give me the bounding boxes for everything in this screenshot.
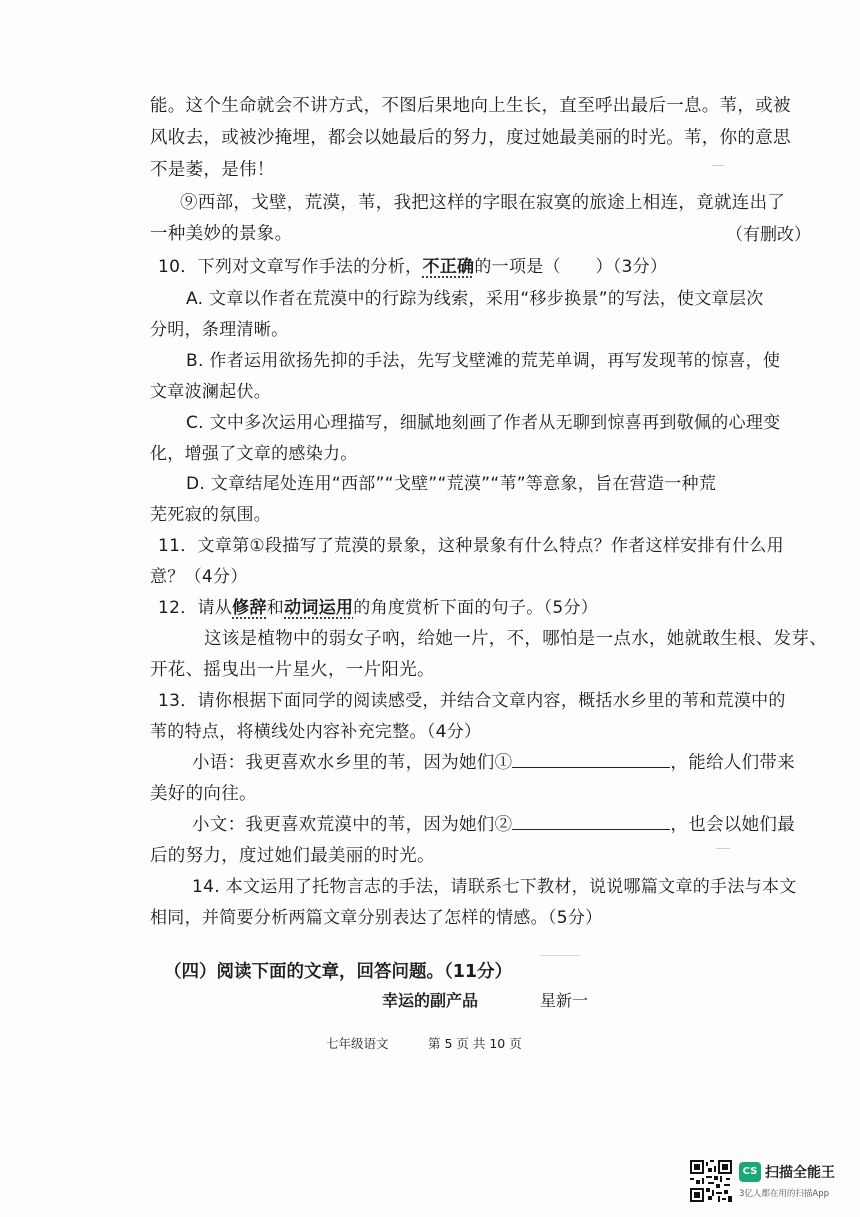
q10-option-b: B. 作者运用欲扬先抑的手法，先写戈壁滩的荒芜单调，再写发现苇的惊喜，使 <box>186 351 781 371</box>
passage-line: 风收去，或被沙掩埋，都会以她最后的努力，度过她最美丽的时光。苇，你的意思 <box>150 128 791 148</box>
scanner-watermark <box>690 1158 850 1208</box>
q10-option-d-cont: 芜死寂的氛围。 <box>150 505 272 525</box>
section-4-heading: （四）阅读下面的文章，回答问题。（11分） <box>164 962 513 982</box>
q13-xiaowen-cont: 后的努力，度过她们最美丽的时光。 <box>150 846 435 866</box>
q12-emphasis-rhetoric: 修辞 <box>232 598 267 618</box>
question-10-stem <box>158 252 667 277</box>
q13-xiaoyu-cont: 美好的向往。 <box>150 784 257 804</box>
question-12 <box>158 593 598 618</box>
scan-speck <box>716 848 730 849</box>
question-13: 13．请你根据下面同学的阅读感受，并结合文章内容，概括水乡里的苇和荒漠中的 <box>158 691 786 711</box>
article-title: 幸运的副产品 <box>382 991 479 1010</box>
passage-paragraph-9: ⑨西部，戈壁，荒漠，苇，我把这样的字眼在寂寞的旅途上相连，竟就连出了 <box>180 193 786 213</box>
scanner-tagline: 3亿人都在用的扫描App <box>739 1189 830 1199</box>
question-13-cont: 苇的特点，将横线处内容补充完整。（4分） <box>150 722 482 742</box>
q10-option-c: C. 文中多次运用心理描写，细腻地刻画了作者从无聊到惊喜再到敬佩的心理变 <box>186 413 781 433</box>
q12-quote: 这该是植物中的弱女子吶，给她一片，不，哪怕是一点水，她就敢生根、发芽、 <box>204 629 827 649</box>
answer-blank-1[interactable] <box>512 753 670 768</box>
q10-option-b-cont: 文章波澜起伏。 <box>150 382 272 402</box>
scan-speck <box>540 955 580 956</box>
q10-option-a: A. 文章以作者在荒漠中的行踪为线索，采用“移步换景”的写法，使文章层次 <box>186 289 764 309</box>
q12-text: 12．请从 <box>158 598 233 618</box>
footer-subject: 七年级语文 <box>326 1036 389 1051</box>
question-14-cont: 相同，并简要分析两篇文章分别表达了怎样的情感。（5分） <box>150 908 603 928</box>
q10-stem-tail: 的一项是（ ）（3分） <box>474 257 668 277</box>
xiaowen-text-after: ，也会以她们最 <box>670 815 796 835</box>
xiaowen-text: 小文：我更喜欢荒漠中的苇，因为她们② <box>192 815 513 835</box>
q10-stem-text: 10．下列对文章写作手法的分析， <box>158 257 423 277</box>
passage-line: 能。这个生命就会不讲方式，不图后果地向上生长，直至呼出最后一息。苇，或被 <box>150 96 791 116</box>
footer-page-number: 第 5 页 共 10 页 <box>428 1036 522 1051</box>
question-14: 14. 本文运用了托物言志的手法，请联系七下教材，说说哪篇文章的手法与本文 <box>192 877 797 897</box>
question-11-cont: 意？（4分） <box>150 567 248 587</box>
xiaoyu-text-after: ，能给人们带来 <box>670 753 796 773</box>
passage-line: 不是萎，是伟！ <box>150 160 275 180</box>
q13-xiaoyu <box>192 749 795 774</box>
q13-xiaowen <box>192 811 795 836</box>
scan-speck <box>712 165 724 166</box>
xiaoyu-text: 小语：我更喜欢水乡里的苇，因为她们① <box>192 753 513 773</box>
q10-option-a-cont: 分明，条理清晰。 <box>150 320 289 340</box>
passage-line: 一种美妙的景象。 <box>150 224 293 244</box>
q12-text: 和 <box>266 598 285 618</box>
question-11: 11．文章第①段描写了荒漠的景象，这种景象有什么特点？作者这样安排有什么用 <box>158 536 784 556</box>
q10-emphasis: 不正确 <box>422 257 475 277</box>
q12-quote-cont: 开花、摇曳出一片星火，一片阳光。 <box>150 660 435 680</box>
camscanner-logo: CS <box>739 1162 761 1182</box>
scanner-brand: 扫描全能王 <box>765 1165 835 1181</box>
qr-code-icon <box>690 1160 732 1202</box>
abridged-note: （有删改） <box>726 225 811 245</box>
q12-emphasis-verbs: 动词运用 <box>284 598 354 618</box>
article-author: 星新一 <box>540 991 589 1010</box>
answer-blank-2[interactable] <box>512 815 670 830</box>
q12-text: 的角度赏析下面的句子。（5分） <box>353 598 599 618</box>
q10-option-d: D. 文章结尾处连用“西部”“戈壁”“荒漠”“苇”等意象，旨在营造一种荒 <box>186 474 717 494</box>
q10-option-c-cont: 化，增强了文章的感染力。 <box>150 444 358 464</box>
